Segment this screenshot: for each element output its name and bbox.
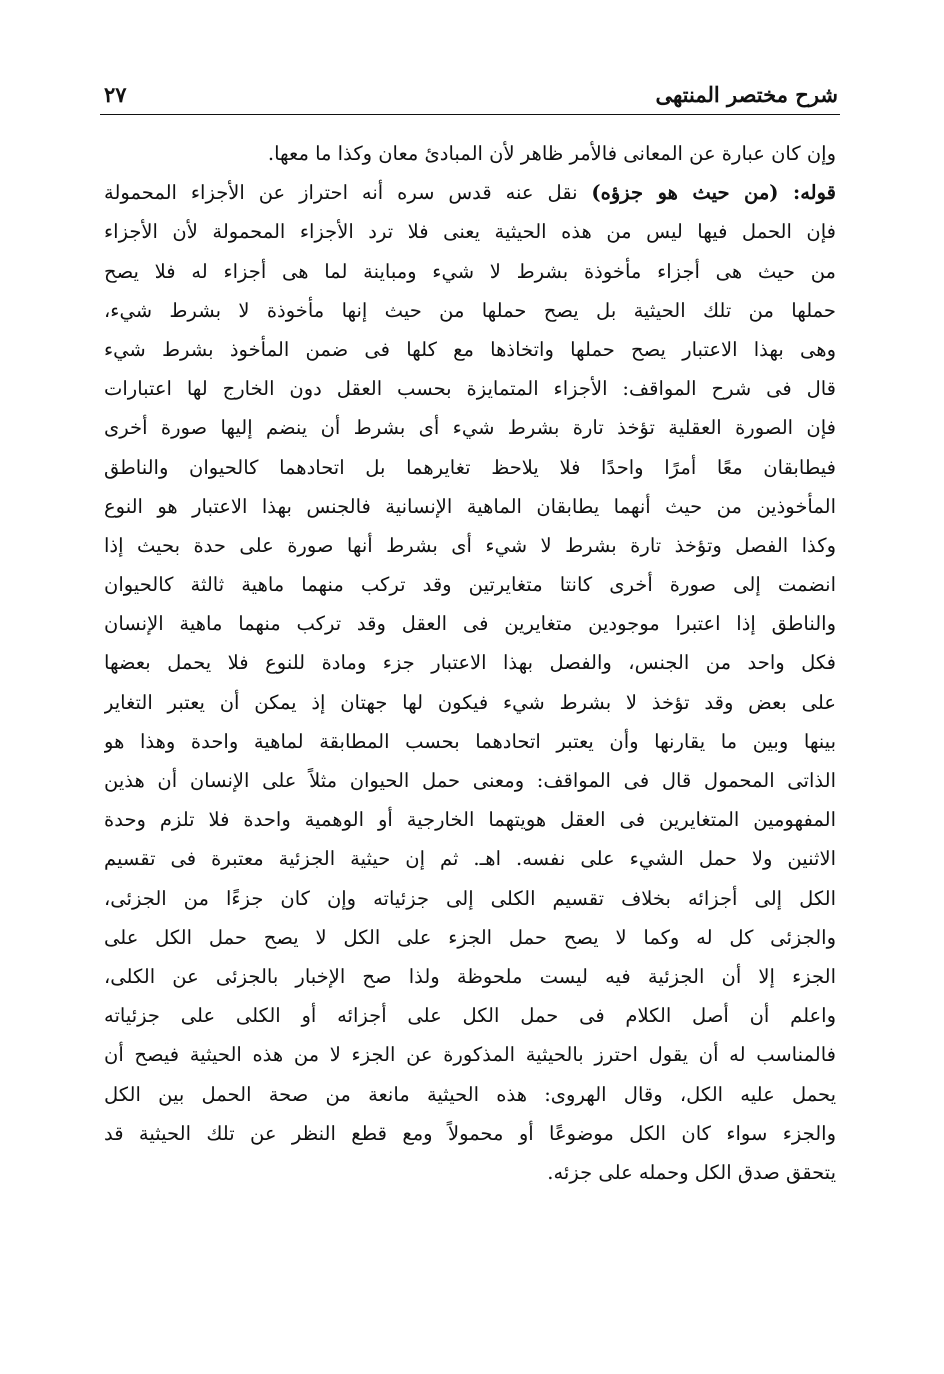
text-line: والجزئى كل له وكما لا يصح حمل الجزء على الكل لا يصح حمل الكل على — [104, 925, 836, 949]
page-header — [100, 78, 840, 112]
text-line: فيطابقان معًا أمرًا واحدًا فلا يلاحظ تغايرهما بل اتحادهما كالحيوان والناطق — [104, 455, 836, 479]
text-line: حملها من تلك الحيثية بل يصح حملها من حيث إنها مأخوذة لا بشرط شيء، — [104, 298, 836, 322]
text-line: فكل واحد من الجنس، والفصل بهذا الاعتبار جزء ومادة للنوع فلا يحمل بعضها — [104, 651, 836, 675]
text-line — [104, 173, 836, 212]
text-line: قال فى شرح المواقف: الأجزاء المتمايزة بحسب العقل دون الخارج لها اعتبارات — [104, 377, 836, 401]
text-line: فإن الصورة العقلية تؤخذ تارة بشرط شيء أى بشرط أن ينضم إليها صورة أخرى — [104, 416, 836, 440]
page-number: ٢٧ — [104, 82, 127, 107]
text-line: المفهومين المتغايرين فى العقل هويتهما الخارجية أو الوهمية واحدة فلا تلزم وحدة — [104, 808, 836, 832]
commentary-lemma: قوله: (من حيث هو جزؤه) — [591, 181, 836, 205]
text-line: يتحقق صدق الكل وحمله على جزئه. — [547, 1160, 836, 1184]
text-line: الكل إلى أجزائه بخلاف تقسيم الكلى إلى جزئياته وإن كان جزءًا من الجزئى، — [104, 886, 836, 910]
text-line: وإن كان عبارة عن المعانى فالأمر ظاهر لأن المبادئ معان وكذا ما معها. — [267, 142, 836, 165]
text-line: على بعض وقد تؤخذ لا بشرط شيء فيكون لها جهتان إذ يمكن أن يعتبر التغاير — [104, 690, 836, 714]
text-line: الاثنين ولا حمل الشيء على نفسه. اهـ. ثم إن حيثية الجزئية معتبرة فى تقسيم — [104, 847, 836, 871]
text-line: وكذا الفصل وتؤخذ تارة بشرط لا شيء أى بشرط أنها صورة على حدة بحيث إذا — [104, 533, 836, 557]
text-line: المأخوذين من حيث أنهما يطابقان الماهية الإنسانية فالجنس بهذا الاعتبار هو النوع — [104, 494, 836, 518]
commentary-text: نقل عنه قدس سره أنه احتراز عن الأجزاء المحمولة — [104, 181, 592, 205]
text-line: والجزء سواء كان الكل موضوعًا أو محمولاً ومع قطع النظر عن تلك الحيثية قد — [104, 1121, 836, 1145]
text-line: بينها وبين ما يقارنها وأن يعتبر اتحادهما بحسب المطابقة لماهية واحدة وهذا هو — [104, 729, 836, 753]
text-line: الذاتى المحمول قال فى المواقف: ومعنى حمل الحيوان مثلاً على الإنسان أن هذين — [104, 769, 836, 792]
body-text — [104, 134, 836, 1192]
header-rule — [100, 114, 840, 115]
text-line: فالمناسب له أن يقول احترز بالحيثية المذكورة عن الجزء لا من هذه الحيثية فيصح أن — [104, 1043, 836, 1067]
text-line: والناطق إذا اعتبرا موجودين متغايرين فى العقل وقد تركب منهما ماهية الإنسان — [104, 612, 836, 636]
text-line: الجزء إلا أن الجزئية فيه ليست ملحوظة ولذا صح الإخبار بالجزئى عن الكلى، — [104, 964, 836, 988]
running-title: شرح مختصر المنتهى — [655, 82, 838, 107]
text-line: فإن الحمل فيها ليس من هذه الحيثية يعنى فلا ترد الأجزاء المحمولة لأن الأجزاء — [104, 220, 836, 244]
text-line: انضمت إلى صورة أخرى كانتا متغايرتين وقد تركب منهما ماهية ثالثة كالحيوان — [104, 573, 836, 597]
text-line: من حيث هى أجزاء مأخوذة بشرط لا شيء ومباينة لما هى أجزاء له فلا يصح — [104, 259, 836, 283]
text-line: وهى بهذا الاعتبار يصح حملها واتخاذها مع كلها فى ضمن المأخوذ بشرط شيء — [104, 337, 836, 361]
text-line: يحمل عليه الكل، وقال الهروى: هذه الحيثية مانعة من صحة الحمل بين الكل — [104, 1082, 836, 1106]
text-line: واعلم أن أصل الكلام فى حمل الكل على أجزائه أو الكلى على جزئياته — [104, 1004, 836, 1028]
